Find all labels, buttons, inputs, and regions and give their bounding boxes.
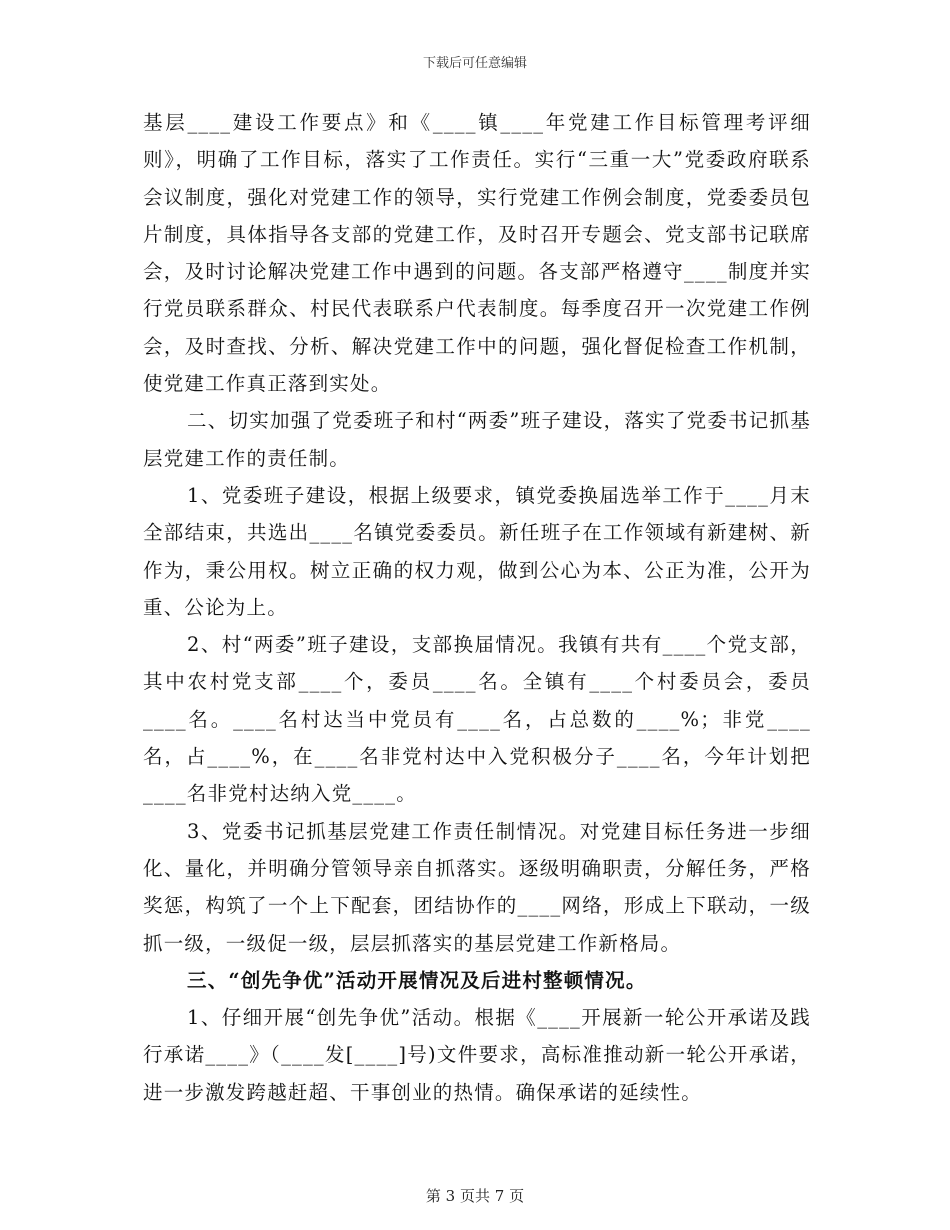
paragraph-village-committees: 2、村“两委”班子建设，支部换届情况。我镇有共有____个党支部，其中农村党支部____个，委员____名。全镇有____个村委员会，委员____名。____名村达当中党员有____名，占总数的____%；非党____名，占____%，在____名非党村达中入党积极分子____名，今年计划把____名非党村达纳入党____。 xyxy=(143,633,811,806)
document-body xyxy=(143,104,811,1111)
section-heading-two: 二、切实加强了党委班子和村“两委”班子建设，落实了党委书记抓基层党建工作的责任制。 xyxy=(143,409,811,470)
paragraph-secretary-responsibility: 3、党委书记抓基层党建工作责任制情况。对党建目标任务进一步细化、量化，并明确分管领导亲自抓落实。逐级明确职责，分解任务，严格奖惩，构筑了一个上下配套，团结协作的____网络，形成上下联动，一级抓一级，一级促一级，层层抓落实的基层党建工作新格局。 xyxy=(143,819,811,955)
paragraph-work-plan: 基层____建设工作要点》和《____镇____年党建工作目标管理考评细则》，明确了工作目标，落实了工作责任。实行“三重一大”党委政府联系会议制度，强化对党建工作的领导，实行党建工作例会制度，党委委员包片制度，具体指导各支部的党建工作，及时召开专题会、党支部书记联席会，及时讨论解决党建工作中遇到的问题。各支部严格遵守____制度并实行党员联系群众、村民代表联系户代表制度。每季度召开一次党建工作例会，及时查找、分析、解决党建工作中的问题，强化督促检查工作机制，使党建工作真正落到实处。 xyxy=(143,111,811,396)
section-heading-three: 三、“创先争优”活动开展情况及后进村整顿情况。 xyxy=(187,968,647,992)
page-header: 下载后可任意编辑 xyxy=(422,56,527,71)
paragraph-party-committee: 1、党委班子建设，根据上级要求，镇党委换届选举工作于____月末全部结束，共选出____名镇党委委员。新任班子在工作领域有新建树、新作为，秉公用权。树立正确的权力观，做到公心为本、公正为准，公开为重、公论为上。 xyxy=(143,483,811,619)
page-number: 第 3 页共 7 页 xyxy=(425,1187,525,1205)
paragraph-excellence-campaign: 1、仔细开展“创先争优”活动。根据《____开展新一轮公开承诺及践行承诺____》（____发[____]号)文件要求，高标准推动新一轮公开承诺，进一步激发跨越赶超、干事创业的热情。确保承诺的延续性。 xyxy=(143,1006,811,1104)
